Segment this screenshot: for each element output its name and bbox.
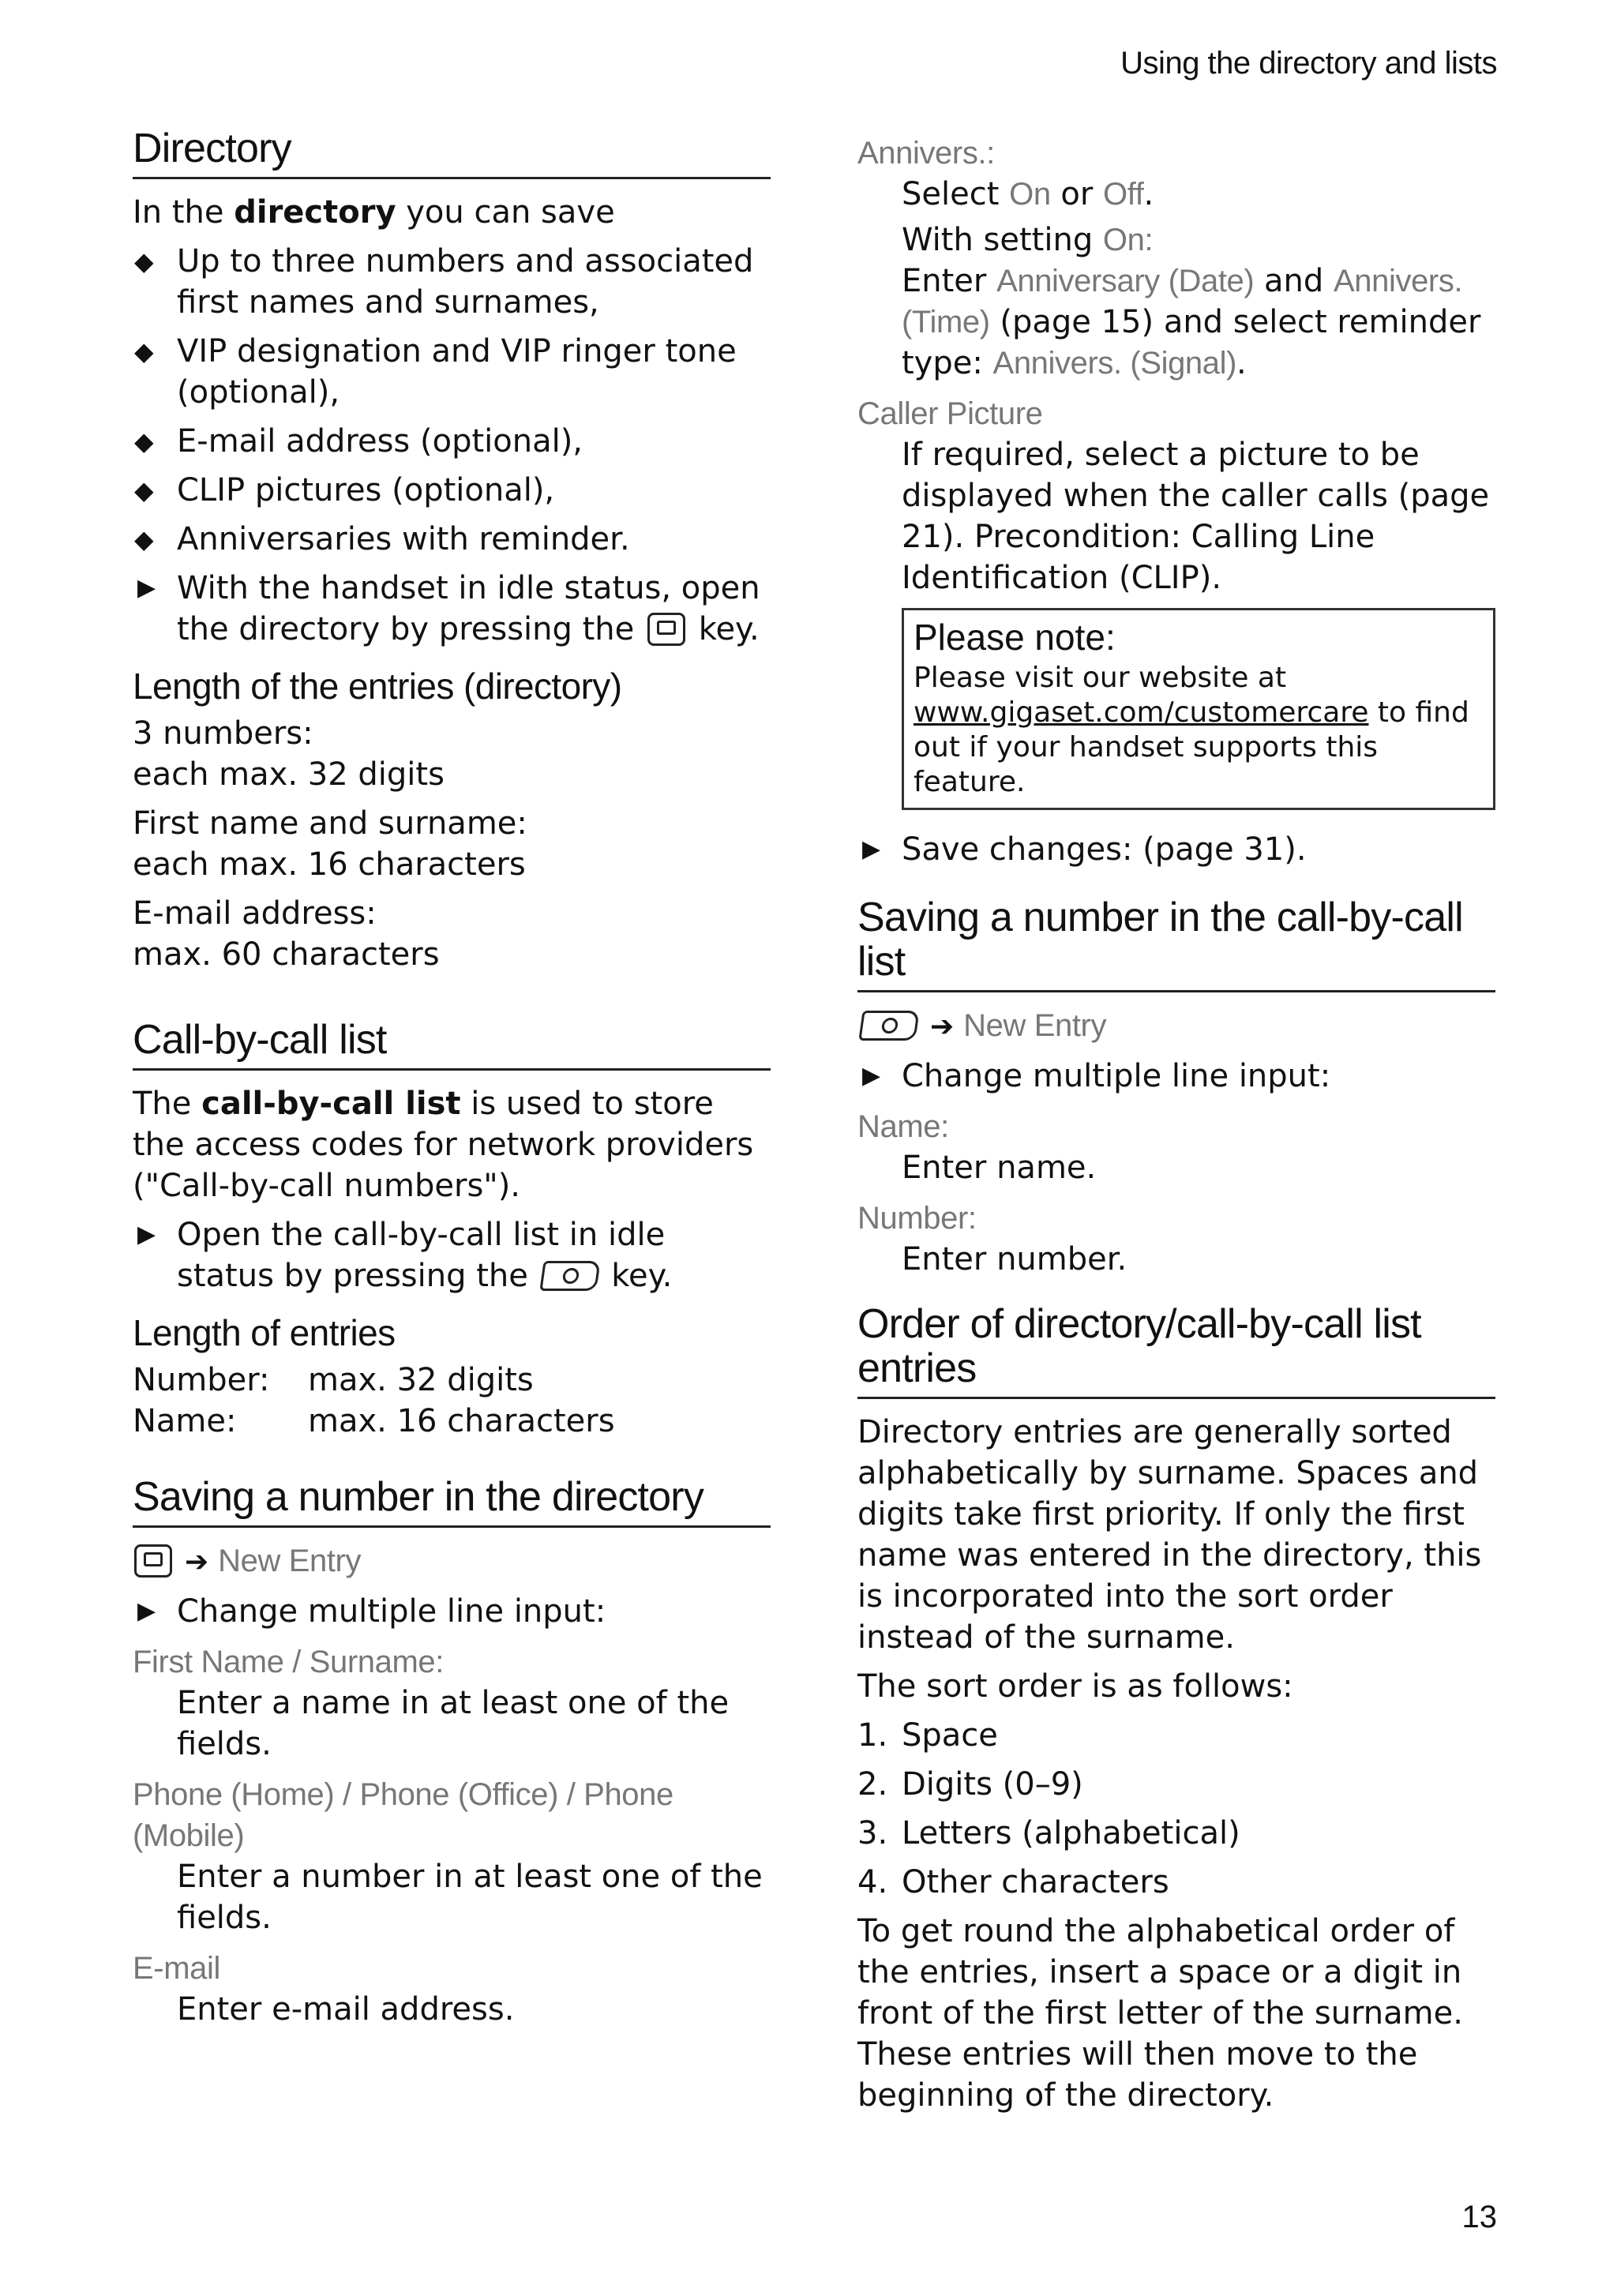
length-item: 3 numbers: each max. 32 digits [133, 715, 445, 793]
list-item: ◆ Anniversaries with reminder. [133, 519, 771, 560]
field-description: Enter e-mail address. [177, 1991, 515, 2028]
list-item: 3. Letters (alphabetical) [857, 1815, 1240, 1851]
directory-feature-list [133, 241, 771, 560]
list-item: 2. Digits (0–9) [857, 1766, 1083, 1803]
call-by-call-key-icon [539, 1261, 600, 1291]
list-item: ◆ E-mail address (optional), [133, 421, 771, 462]
directory-heading: Directory [133, 126, 771, 179]
field-label: Phone (Home) / Phone (Office) / Phone (Mobile) [133, 1777, 673, 1853]
note-text: Please visit our website at www.gigaset.com/customercare to find out if your handset supports this feature. [914, 662, 1469, 798]
save-changes-step: ▶ Save changes: (page 31). [857, 829, 1495, 870]
arrow-right-icon: ➔ [930, 1011, 955, 1043]
sort-order-list [857, 1715, 1495, 1903]
call-by-call-key-icon [858, 1011, 919, 1041]
length-item: First name and surname: each max. 16 characters [133, 805, 527, 883]
open-call-by-call-step: ▶ Open the call-by-call list in idle status by pressing the key. [133, 1214, 771, 1296]
step-arrow-icon: ▶ [137, 1597, 156, 1625]
diamond-bullet-icon: ◆ [134, 426, 154, 456]
diamond-bullet-icon: ◆ [134, 524, 154, 554]
saving-directory-heading: Saving a number in the directory [133, 1475, 771, 1528]
step-arrow-icon: ▶ [137, 1221, 156, 1248]
field-label: First Name / Surname: [133, 1645, 444, 1679]
page-number: 13 [1461, 2200, 1497, 2234]
length-item: E-mail address: max. 60 characters [133, 895, 440, 973]
field-label: E-mail [133, 1951, 220, 1986]
field-description: Enter name. [902, 1150, 1097, 1186]
directory-key-icon [647, 613, 685, 646]
left-column [133, 126, 771, 2035]
list-item: ◆ Up to three numbers and associated first names and surnames, [133, 241, 771, 323]
field-description: If required, select a picture to be displayed when the caller calls (page 21). Precondition: Calling Line Identification (CLIP). [902, 437, 1490, 596]
menu-path: ➔ New Entry [857, 1005, 1495, 1048]
arrow-right-icon: ➔ [185, 1546, 209, 1578]
directory-key-icon [134, 1544, 172, 1578]
step-arrow-icon: ▶ [862, 835, 881, 863]
step-arrow-icon: ▶ [862, 1062, 881, 1090]
open-directory-step: ▶ With the handset in idle status, open the directory by pressing the key. [133, 568, 771, 650]
field-label: Annivers.: [857, 136, 995, 171]
saving-cbc-heading: Saving a number in the call-by-call list [857, 895, 1495, 992]
order-para: To get round the alphabetical order of the entries, insert a space or a digit in front of the first letter of the surname. These entries will then move to the beginning of the directory. [857, 1913, 1463, 2114]
diamond-bullet-icon: ◆ [134, 246, 154, 276]
call-by-call-heading: Call-by-call list [133, 1018, 771, 1071]
menu-path: ➔ New Entry [133, 1540, 771, 1583]
field-label: Caller Picture [857, 396, 1043, 431]
note-title: Please note: [914, 617, 1116, 658]
call-by-call-length-table [133, 1360, 615, 1442]
customercare-link[interactable]: www.gigaset.com/customercare [914, 696, 1369, 729]
directory-length-heading: Length of the entries (directory) [133, 666, 622, 707]
list-item: ◆ VIP designation and VIP ringer tone (optional), [133, 331, 771, 413]
diamond-bullet-icon: ◆ [134, 475, 154, 505]
page-header: Using the directory and lists [1120, 46, 1497, 81]
list-item: ◆ CLIP pictures (optional), [133, 470, 771, 511]
table-row: Number: max. 32 digits [133, 1362, 534, 1398]
field-label: Number: [857, 1201, 977, 1236]
order-heading: Order of directory/call-by-call list entries [857, 1302, 1495, 1399]
note-box [902, 608, 1495, 810]
field-description: Enter number. [902, 1241, 1127, 1277]
field-description: Enter a number in at least one of the fields. [177, 1859, 763, 1936]
list-item: 1. Space [857, 1717, 998, 1754]
call-by-call-intro: The call-by-call list is used to store the access codes for network providers ("Call-by-call numbers"). [133, 1086, 754, 1204]
field-description: With setting On: Enter Anniversary (Date) and Annivers. (Time) (page 15) and select reminder type: Annivers. (Signal). [902, 222, 1481, 381]
order-para: Directory entries are generally sorted alphabetically by surname. Spaces and digits take first priority. If only the first name was entered in the directory, this is incorporated into the sort order instead of the surname. [857, 1414, 1482, 1656]
change-input-step: ▶ Change multiple line input: [857, 1056, 1495, 1097]
diamond-bullet-icon: ◆ [134, 336, 154, 366]
call-by-call-length-heading: Length of entries [133, 1312, 396, 1353]
list-item: 4. Other characters [857, 1864, 1169, 1900]
table-row: Name: max. 16 characters [133, 1403, 615, 1439]
field-label: Name: [857, 1109, 949, 1144]
field-description: Enter a name in at least one of the fields. [177, 1685, 730, 1762]
directory-intro: In the directory you can save [133, 194, 615, 231]
step-arrow-icon: ▶ [137, 574, 156, 602]
change-input-step: ▶ Change multiple line input: [133, 1591, 771, 1632]
order-para: The sort order is as follows: [857, 1668, 1293, 1705]
field-description: Select On or Off. [902, 176, 1154, 212]
right-column [857, 133, 1495, 2124]
